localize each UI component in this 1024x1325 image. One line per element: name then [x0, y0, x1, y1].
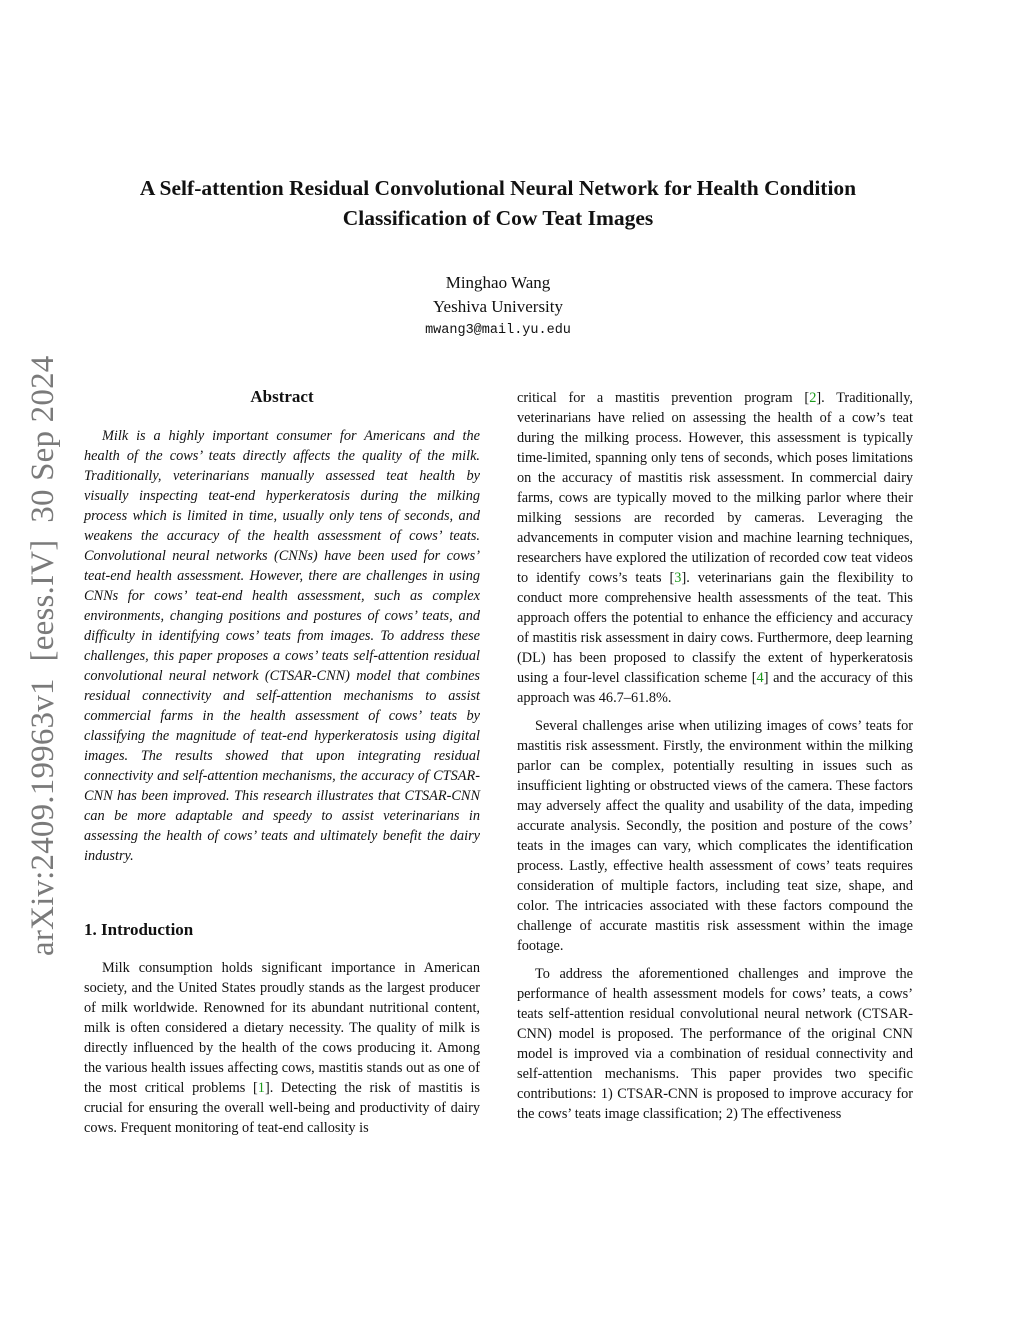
- intro-p1-cont-a: critical for a mastitis prevention program: [517, 390, 805, 406]
- author-affiliation: Yeshiva University: [432, 297, 564, 316]
- citation-link[interactable]: 2: [809, 390, 817, 406]
- intro-paragraph-1-continued: critical for a mastitis prevention program [2]. Traditionally, veterinarians have relied on assessing the health of a cow’s teat during the milking process. However, this assessment is typically time-limited, spanning only tens of seconds, which poses limitations on the accuracy of mastitis risk assessment. In commercial dairy farms, cows are typically moved to the milking parlor where their milking sessions are recorded by cameras. Leveraging the advancements in computer vision and machine learning techniques, researchers have explored the utilization of recorded cow teat videos to identify cows’s teats [3]. veterinarians gain the flexibility to conduct more comprehensive health assessments of the teat. This approach offers the potential to enhance the efficiency and accuracy of mastitis risk assessment in dairy cows. Furthermore, deep learning (DL) has been proposed to classify the extent of hyperkeratosis using a four-level classification scheme [4] and the accuracy of this approach was 46.7–61.8%.: [517, 390, 913, 706]
- citation-link[interactable]: 3: [674, 570, 682, 586]
- introduction-heading: 1. Introduction: [84, 920, 194, 939]
- abstract-heading: Abstract: [250, 387, 314, 406]
- author-email[interactable]: mwang3@mail.yu.edu: [425, 323, 571, 338]
- intro-paragraph-2: Several challenges arise when utilizing images of cows’ teats for mastitis risk assessment. Firstly, the environment within the milking parlor can be complex, potentially resulting in issues such as insufficient lighting or obstructed views of the camera. These factors may adversely affect the quality and usability of the data, impeding accurate analysis. Secondly, the position and posture of the cows’ teats in the images can vary, which complicates the identification process. Lastly, effective health assessment of cows’ teats requires consideration of multiple factors, including teat size, shape, and color. The intricacies associated with these factors compound the challenge of accurate mastitis risk assessment within the image footage.: [517, 718, 913, 954]
- intro-p1-cont-c: . veterinarians gain the flexibility to conduct more comprehensive health assessments of the teat. This approach offers the potential to enhance the efficiency and accuracy of mastitis risk assessment in dairy cows. Furthermore, deep learning (DL) has been proposed to classify the extent of hyperkeratosis using a four-level classification scheme: [517, 570, 913, 686]
- right-column: [517, 388, 913, 1132]
- abstract-text: Milk is a highly important consumer for Americans and the health of the cows’ teats directly affects the quality of the milk. Traditionally, veterinarians manually assessed teat health by visually inspecting teat-end hyperkeratosis during the milking process which is limited in time, usually only tens of seconds, and weakens the accuracy of the health assessment of cows’ teats. Convolutional neural networks (CNNs) have been used for cows’ teat-end health assessment. However, there are challenges in using CNNs for cows’ teat-end health assessment, such as complex environments, changing positions and postures of cows’ teats, and difficulty in identifying cows’ teats from images. To address these challenges, this paper proposes a cows’ teats self-attention residual convolutional neural network (CTSAR-CNN) model that combines residual connectivity and self-attention mechanisms to assist commercial farms in the health assessment of cows’ teats by classifying the magnitude of teat-end hyperkeratosis using digital images. The results showed that upon integrating residual connectivity and self-attention mechanisms, the accuracy of CTSAR-CNN has been improved. This research illustrates that CTSAR-CNN can be more adaptable and speedy to assist veterinarians in assessing the health of cows’ teats and ultimately benefit the dairy industry.: [84, 428, 480, 864]
- intro-paragraph-1: Milk consumption holds significant importance in American society, and the United States proudly stands as the largest producer of milk worldwide. Renowned for its abundant nutritional content, milk is often considered a dietary necessity. The quality of milk is directly influenced by the health of the cows producing it. Among the various health issues affecting cows, mastitis stands out as one of the most critical problems [1]. Detecting the risk of mastitis is crucial for ensuring the overall well-being and productivity of dairy cows. Frequent monitoring of teat-end callosity is: [84, 960, 480, 1136]
- arxiv-identifier: arXiv:2409.19963v1 [eess.IV] 30 Sep 2024: [25, 355, 61, 956]
- intro-p1-text: Milk consumption holds significant importance in American society, and the United States proudly stands as the largest producer of milk worldwide. Renowned for its abundant nutritional content, milk is often considered a dietary necessity. The quality of milk is directly influenced by the health of the cows producing it. Among the various health issues affecting cows, mastitis stands out as one of the most critical problems: [84, 960, 480, 1096]
- left-column: [84, 384, 480, 1146]
- intro-p1-cont-b: . Traditionally, veterinarians have relied on assessing the health of a cow’s teat during the milking process. However, this assessment is typically time-limited, spanning only tens of seconds, which poses limitations on the accuracy of mastitis risk assessment. In commercial dairy farms, cows are typically moved to the milking parlor where their milking sessions are recorded by cameras. Leveraging the advancements in computer vision and machine learning techniques, researchers have explored the utilization of recorded cow teat videos to identify cows’s teats: [517, 390, 913, 586]
- citation-link[interactable]: 1: [257, 1080, 265, 1096]
- paper-title: A Self-attention Residual Convolutional Neural Network for Health Condition Classification of Cow Teat Images: [139, 176, 857, 230]
- intro-paragraph-3: To address the aforementioned challenges and improve the performance of health assessment models for cows’ teats, a cows’ teats self-attention residual convolutional neural network (CTSAR-CNN) model is proposed. The performance of the original CNN model is improved via a combination of residual connectivity and self-attention mechanisms. This paper provides two specific contributions: 1) CTSAR-CNN is proposed to improve accuracy for the cows’ teats image classification; 2) The effectiveness: [517, 966, 913, 1122]
- citation-link[interactable]: 4: [756, 670, 764, 686]
- intro-p1-tail: . Detecting the risk of mastitis is crucial for ensuring the overall well-being and productivity of dairy cows. Frequent monitoring of teat-end callosity is: [84, 1080, 480, 1136]
- intro-p1-cont-d: and the accuracy of this approach was 46.7–61.8%.: [517, 670, 913, 706]
- author-block: [300, 271, 696, 343]
- author-name: Minghao Wang: [445, 273, 551, 292]
